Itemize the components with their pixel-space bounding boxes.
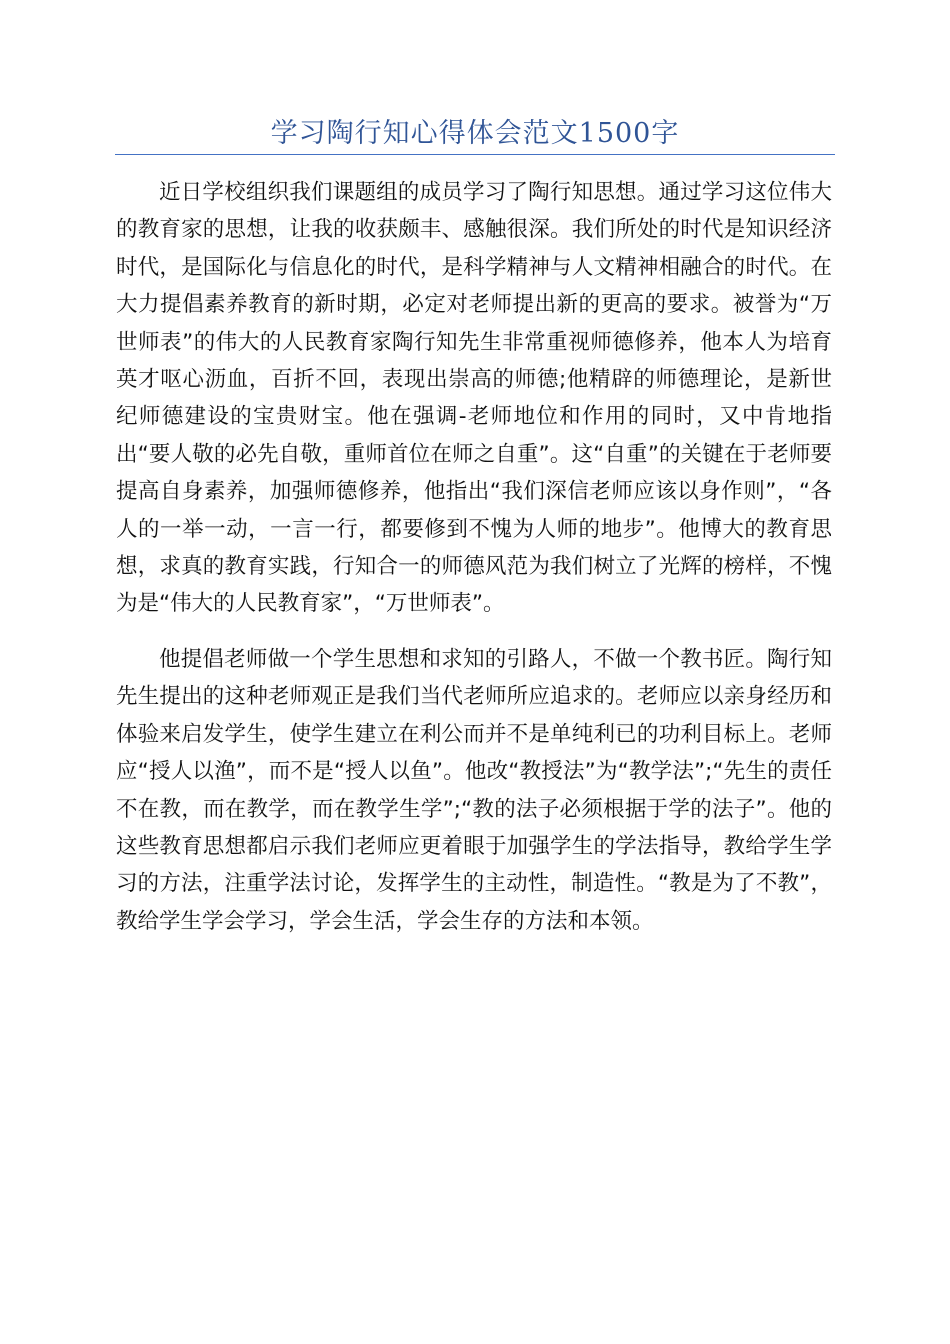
body-paragraph: 他提倡老师做一个学生思想和求知的引路人，不做一个教书匠。陶行知先生提出的这种老师观正是我们当代老师所应追求的。老师应以亲身经历和体验来启发学生，使学生建立在利公而并不是单纯利已的功利目标上。老师应“授人以渔”，而不是“授人以鱼”。他改“教授法”为“教学法”;“先生的责任不在教，而在教学，而在教学生学”;“教的法子必须根据于学的法子”。他的这些教育思想都启示我们老师应更着眼于加强学生的学法指导，教给学生学习的方法，注重学法讨论，发挥学生的主动性，制造性。“教是为了不教”，教给学生学会学习，学会生活，学会生存的方法和本领。	[116, 646, 832, 934]
title-underline	[115, 154, 835, 155]
body-paragraph: 近日学校组织我们课题组的成员学习了陶行知思想。通过学习这位伟大的教育家的思想，让我的收获颇丰、感触很深。我们所处的时代是知识经济时代，是国际化与信息化的时代，是科学精神与人文精神相融合的时代。在大力提倡素养教育的新时期，必定对老师提出新的更高的要求。被誉为“万世师表”的伟大的人民教育家陶行知先生非常重视师德修养，他本人为培育英才呕心沥血，百折不回，表现出崇高的师德;他精辟的师德理论，是新世纪师德建设的宝贵财宝。他在强调-老师地位和作用的同时，又中肯地指出“要人敬的必先自敬，重师首位在师之自重”。这“自重”的关键在于老师要提高自身素养，加强师德修养，他指出“我们深信老师应该以身作则”，“各人的一举一动，一言一行，都要修到不愧为人师的地步”。他博大的教育思想，求真的教育实践，行知合一的师德风范为我们树立了光辉的榜样，不愧为是“伟大的人民教育家”，“万世师表”。	[116, 180, 832, 617]
document-title: 学习陶行知心得体会范文1500字	[270, 118, 680, 149]
document-body	[116, 174, 832, 958]
